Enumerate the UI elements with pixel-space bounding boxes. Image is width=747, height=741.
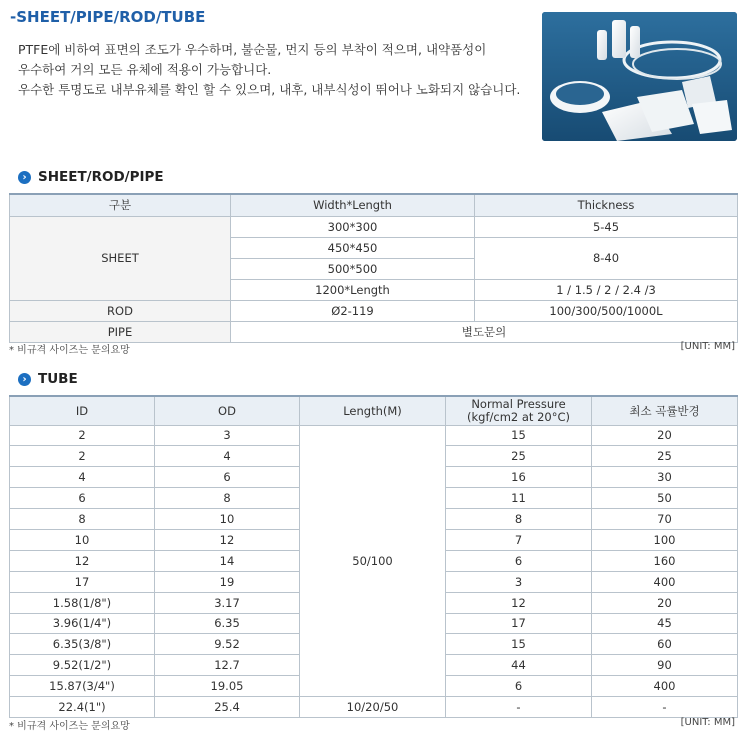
table-cell: 16 (446, 467, 592, 488)
table-cell: 별도문의 (231, 321, 738, 342)
table-cell: 44 (446, 655, 592, 676)
table-cell: 5-45 (475, 216, 738, 237)
sheet-unit: [UNIT: MM] (680, 341, 735, 352)
section-title: SHEET/ROD/PIPE (38, 169, 164, 185)
table-cell: 22.4(1") (10, 697, 155, 718)
table-cell: 15 (446, 634, 592, 655)
table-cell: 25 (592, 446, 738, 467)
chevron-right-icon: › (18, 373, 31, 386)
table-cell: 10 (155, 509, 300, 530)
row-label-rod: ROD (10, 300, 231, 321)
section-heading-tube (18, 371, 78, 387)
table-cell: 1.58(1/8") (10, 592, 155, 613)
table-cell: 1200*Length (231, 279, 475, 300)
table-cell: 3 (155, 425, 300, 446)
table-cell: 10 (10, 529, 155, 550)
header-line: Normal Pressure (471, 396, 566, 411)
table-cell: 20 (592, 425, 738, 446)
table-cell: 50 (592, 488, 738, 509)
table-cell: 400 (592, 676, 738, 697)
tube-table (9, 395, 738, 718)
header-cell: Length(M) (300, 396, 446, 425)
table-cell: 6 (10, 488, 155, 509)
section-title: TUBE (38, 371, 78, 387)
table-cell: 90 (592, 655, 738, 676)
row-label-sheet: SHEET (10, 216, 231, 300)
table-cell: 19 (155, 571, 300, 592)
table-cell: 6 (155, 467, 300, 488)
product-photo (542, 12, 737, 141)
table-cell: 4 (10, 467, 155, 488)
table-header-row (10, 396, 738, 425)
table-cell: 4 (155, 446, 300, 467)
table-cell: 450*450 (231, 237, 475, 258)
table-cell: 3 (446, 571, 592, 592)
table-cell: 500*500 (231, 258, 475, 279)
table-cell: 25 (446, 446, 592, 467)
table-cell: - (592, 697, 738, 718)
section-heading-sheet (18, 169, 164, 185)
table-cell: 60 (592, 634, 738, 655)
header-cell: OD (155, 396, 300, 425)
table-cell: 100/300/500/1000L (475, 300, 738, 321)
table-cell: 7 (446, 529, 592, 550)
table-cell: 6 (446, 676, 592, 697)
table-cell: 9.52 (155, 634, 300, 655)
table-cell: 14 (155, 550, 300, 571)
header-cell: 최소 곡률반경 (592, 396, 738, 425)
table-cell: 30 (592, 467, 738, 488)
table-cell: 19.05 (155, 676, 300, 697)
table-cell: 8 (155, 488, 300, 509)
table-cell: 400 (592, 571, 738, 592)
table-cell: 9.52(1/2") (10, 655, 155, 676)
table-cell: 12.7 (155, 655, 300, 676)
table-cell: 160 (592, 550, 738, 571)
table-cell: 11 (446, 488, 592, 509)
table-cell: 15 (446, 425, 592, 446)
row-label-pipe: PIPE (10, 321, 231, 342)
table-cell: 3.17 (155, 592, 300, 613)
table-cell: 6.35 (155, 613, 300, 634)
table-cell: 8-40 (475, 237, 738, 279)
table-header-row (10, 194, 738, 216)
header-cell: ID (10, 396, 155, 425)
table-cell: 12 (155, 529, 300, 550)
sheet-note: * 비규격 사이즈는 문의요망 (9, 345, 130, 356)
table-cell: 100 (592, 529, 738, 550)
table-row (10, 321, 738, 342)
table-cell: 15.87(3/4") (10, 676, 155, 697)
table-cell: 70 (592, 509, 738, 530)
tube-note: * 비규격 사이즈는 문의요망 (9, 721, 130, 732)
table-cell: Ø2-119 (231, 300, 475, 321)
table-cell: 17 (446, 613, 592, 634)
chevron-right-icon: › (18, 171, 31, 184)
table-row (10, 300, 738, 321)
table-cell: 45 (592, 613, 738, 634)
table-cell: 6 (446, 550, 592, 571)
table-cell: - (446, 697, 592, 718)
table-cell: 3.96(1/4") (10, 613, 155, 634)
table-row (10, 697, 738, 718)
table-cell: 6.35(3/8") (10, 634, 155, 655)
description-line: PTFE에 비하여 표면의 조도가 우수하며, 불순물, 먼지 등의 부착이 적으며, 내약품성이 (18, 42, 487, 57)
header-cell (446, 396, 592, 425)
table-cell: 1 / 1.5 / 2 / 2.4 /3 (475, 279, 738, 300)
table-cell: 12 (10, 550, 155, 571)
table-cell: 20 (592, 592, 738, 613)
header-cell: Width*Length (231, 194, 475, 216)
table-cell: 2 (10, 425, 155, 446)
tube-unit: [UNIT: MM] (680, 717, 735, 728)
table-cell: 8 (10, 509, 155, 530)
table-row (10, 425, 738, 446)
table-cell: 2 (10, 446, 155, 467)
table-cell: 50/100 (300, 425, 446, 697)
description-line: 우수하여 거의 모든 유체에 적용이 가능합니다. (18, 62, 272, 77)
sheet-rod-pipe-table (9, 193, 738, 343)
header-line: (kgf/cm2 at 20°C) (467, 409, 570, 424)
table-cell: 8 (446, 509, 592, 530)
page-title: -SHEET/PIPE/ROD/TUBE (10, 8, 206, 26)
ptfe-products-image (542, 12, 737, 141)
table-row (10, 216, 738, 237)
description-line: 우수한 투명도로 내부유체를 확인 할 수 있으며, 내후, 내부식성이 뛰어나 노화되지 않습니다. (18, 82, 521, 97)
header-cell: 구분 (10, 194, 231, 216)
table-cell: 300*300 (231, 216, 475, 237)
table-cell: 12 (446, 592, 592, 613)
table-cell: 25.4 (155, 697, 300, 718)
table-cell: 10/20/50 (300, 697, 446, 718)
table-cell: 17 (10, 571, 155, 592)
product-description (18, 40, 538, 100)
header-cell: Thickness (475, 194, 738, 216)
